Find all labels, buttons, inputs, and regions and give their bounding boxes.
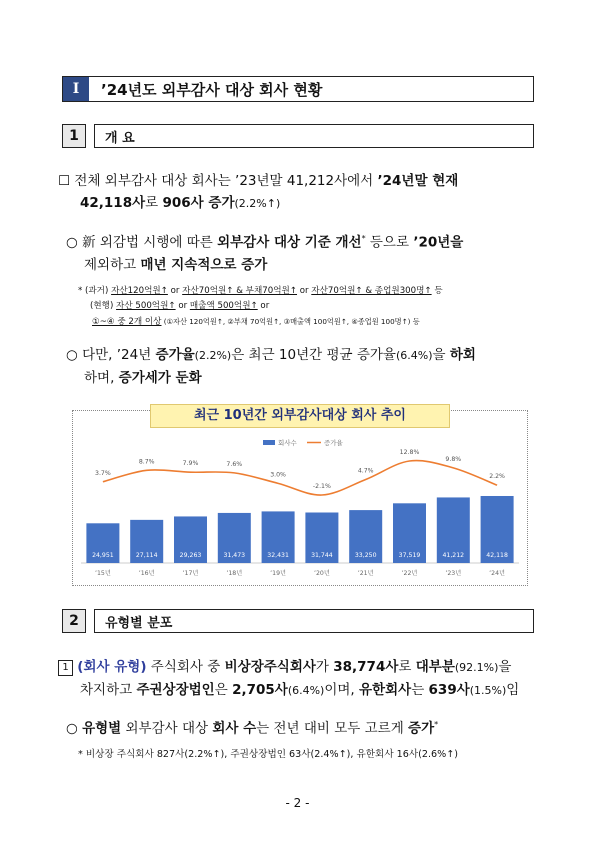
text-bold: 38,774사 xyxy=(333,659,399,675)
line-value-label: 8.7% xyxy=(138,458,155,466)
x-tick-label: ’22년 xyxy=(401,570,418,577)
bar-value-label: 29,263 xyxy=(179,552,202,559)
text-bold: 906사 증가 xyxy=(162,195,235,211)
line-value-label: 3.0% xyxy=(270,471,286,479)
text: 등으로 xyxy=(365,234,414,251)
circle-bullet: ○ xyxy=(66,347,78,363)
subsection-title-box xyxy=(94,609,534,633)
text-bold: 하회 xyxy=(449,347,476,363)
page-number: - 2 - xyxy=(285,796,310,810)
x-tick-label: ’21년 xyxy=(357,570,374,577)
chart-container xyxy=(72,410,528,586)
text-bold: 회사 수 xyxy=(212,720,257,737)
note-text: 자산120억원↑ xyxy=(111,286,168,296)
line-value-label: 9.8% xyxy=(445,455,462,463)
section-header xyxy=(62,76,534,102)
text-bold: ’24년말 현재 xyxy=(377,173,459,189)
checkbox-bullet: ☐ xyxy=(58,173,71,189)
section-number: I xyxy=(63,77,89,101)
x-tick-label: ’16년 xyxy=(138,570,155,577)
bar-value-label: 24,951 xyxy=(92,552,114,559)
note-text: 자산70억원↑ & 종업원300명↑ xyxy=(311,286,432,296)
numbered-box: 1 xyxy=(58,660,73,676)
paragraph-overview xyxy=(58,170,538,215)
circle-bullet: ○ xyxy=(66,234,78,251)
legend-label-line: 증가율 xyxy=(324,439,343,447)
bar-value-label: 33,250 xyxy=(354,552,377,559)
footnote-type-growth: * 비상장 주식회사 827사(2.2%↑), 주권상장법인 63사(2.4%↑), 유한회사 16사(2.6%↑) xyxy=(78,749,459,760)
note-text: 등 xyxy=(431,286,443,296)
legend-swatch-bars xyxy=(263,440,275,445)
paragraph-type-growth xyxy=(66,714,538,740)
note-text: ①~④ 중 2개 이상 xyxy=(92,317,162,327)
section-title: ’24년도 외부감사 대상 회사 현황 xyxy=(101,80,323,99)
text: (2.2%↑) xyxy=(234,197,281,210)
footnote-criteria xyxy=(78,284,538,330)
text: 이며, xyxy=(324,682,360,698)
text: 는 전년 대비 모두 고르게 xyxy=(256,720,409,737)
text: 은 최근 10년간 평균 증가율 xyxy=(231,347,396,363)
text: (6.4%) xyxy=(395,349,433,362)
text: 하며, xyxy=(84,370,119,386)
note-text: or xyxy=(167,286,183,296)
text-bold: 2,705사 xyxy=(232,682,288,698)
text-bold: ’20년을 xyxy=(413,234,464,251)
subsection-title: 유형별 분포 xyxy=(105,615,173,631)
line-value-label: 12.8% xyxy=(399,449,420,456)
text: 는 xyxy=(411,682,429,698)
text: (1.5%) xyxy=(469,684,507,697)
bar-value-label: 41,212 xyxy=(442,552,465,559)
paragraph-company-type xyxy=(58,656,538,702)
x-tick-label: ’19년 xyxy=(270,570,287,577)
subsection-number: 2 xyxy=(62,609,86,633)
text-bold: 639사 xyxy=(428,682,470,698)
text: 전체 외부감사 대상 회사는 ’23년말 41,212사에서 xyxy=(74,173,378,189)
text-bold: 대부분 xyxy=(415,659,455,675)
chart-title: 최근 10년간 외부감사대상 회사 추이 xyxy=(150,404,450,428)
x-tick-label: ’15년 xyxy=(94,570,111,577)
bar-value-label: 42,118 xyxy=(486,552,508,559)
note-label: (현행) xyxy=(90,301,114,311)
note-text: 매출액 500억원↑ xyxy=(189,301,258,311)
paragraph-slowdown xyxy=(66,344,538,389)
text-bold: 유형별 xyxy=(82,720,122,737)
bar-value-label: 32,431 xyxy=(267,552,289,559)
x-tick-label: ’24년 xyxy=(489,570,506,577)
paragraph-trend xyxy=(66,228,538,276)
x-tick-label: ’20년 xyxy=(313,570,330,577)
text: 다만, ’24년 xyxy=(82,347,156,363)
note-text: 자산70억원↑ & 부채70억원↑ xyxy=(182,286,298,296)
text: 가 xyxy=(315,659,334,675)
text-bold: 증가세가 둔화 xyxy=(118,370,202,386)
text: 로 xyxy=(398,659,416,675)
note-star: * xyxy=(78,286,83,296)
bar-value-label: 31,744 xyxy=(311,552,333,559)
subsection-header-1 xyxy=(62,124,534,148)
note-text: (①자산 120억원↑, ②부채 70억원↑, ③매출액 100억원↑, ④종업원 100명↑) 등 xyxy=(161,317,420,326)
legend-label-bars: 회사수 xyxy=(278,439,297,447)
text-bold: 매년 지속적으로 증가 xyxy=(140,256,268,273)
text: 주식회사 중 xyxy=(146,659,225,675)
text: 로 xyxy=(145,195,163,211)
note-text: or xyxy=(257,301,270,311)
line-value-label: -2.1% xyxy=(312,483,331,490)
company-trend-chart xyxy=(73,411,527,585)
text: (92.1%) xyxy=(454,661,499,674)
note-text: 자산 500억원↑ xyxy=(116,301,176,311)
note-text: or xyxy=(297,286,312,296)
bar-value-label: 37,519 xyxy=(398,552,421,559)
x-tick-label: ’17년 xyxy=(182,570,199,577)
x-tick-label: ’23년 xyxy=(445,570,462,577)
line-value-label: 3.7% xyxy=(95,469,111,477)
text-bold: 유한회사 xyxy=(359,682,412,698)
text: 제외하고 xyxy=(84,256,141,273)
text: 을 xyxy=(432,347,450,363)
bar-value-label: 27,114 xyxy=(135,552,158,559)
circle-bullet: ○ xyxy=(66,720,78,737)
growth-rate-line xyxy=(103,461,497,495)
x-tick-label: ’18년 xyxy=(226,570,243,577)
line-value-label: 4.7% xyxy=(357,467,374,475)
bar-value-label: 31,473 xyxy=(223,552,246,559)
text-bold: 42,118사 xyxy=(80,195,146,211)
subsection-title-box xyxy=(94,124,534,148)
line-value-label: 2.2% xyxy=(489,473,505,481)
text: (2.2%) xyxy=(194,349,232,362)
text-bold: 증가율 xyxy=(155,347,195,363)
text-bold: 외부감사 대상 기준 개선 xyxy=(217,234,362,251)
text: 은 xyxy=(214,682,233,698)
text: 을 xyxy=(498,659,512,675)
text-highlight: (회사 유형) xyxy=(77,659,147,675)
text-bold: 비상장주식회사 xyxy=(224,659,316,675)
text: 외부감사 대상 xyxy=(121,720,213,737)
footnote-mark: * xyxy=(361,234,366,243)
text-bold: 증가 xyxy=(408,720,435,737)
line-value-label: 7.6% xyxy=(226,460,243,468)
text: (6.4%) xyxy=(287,684,325,697)
text: 차지하고 xyxy=(80,682,137,698)
line-value-label: 7.9% xyxy=(182,460,199,468)
text: 임 xyxy=(506,682,520,698)
text: 新 외감법 시행에 따른 xyxy=(82,234,218,251)
text-bold: 주권상장법인 xyxy=(136,682,215,698)
subsection-title: 개 요 xyxy=(105,130,135,146)
note-label: (과거) xyxy=(85,286,109,296)
note-text: or xyxy=(175,301,190,311)
subsection-header-2 xyxy=(62,609,534,633)
subsection-number: 1 xyxy=(62,124,86,148)
footnote-mark: * xyxy=(434,720,439,729)
